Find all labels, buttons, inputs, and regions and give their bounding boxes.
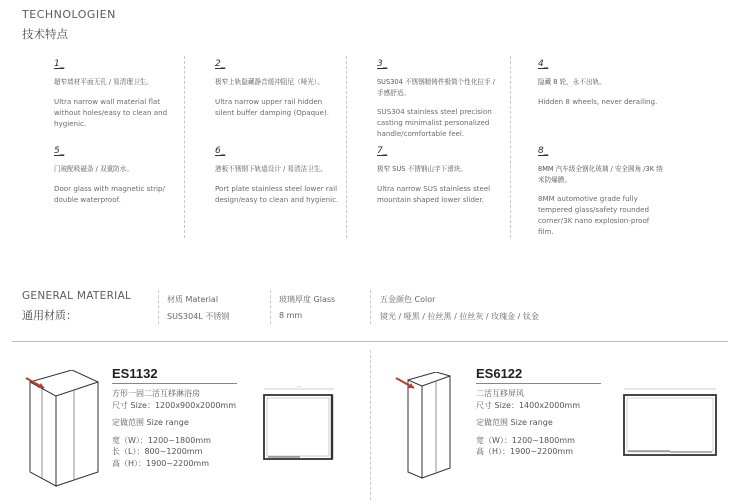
product-name: 方形一固二活互移淋浴房: [112, 389, 200, 398]
feature-text-cn: 极窄 SUS 不锈钢山字下滑块。: [377, 165, 467, 173]
range-length: 长（L）：800~1200mm: [112, 447, 203, 456]
range-height: 高（H）：1900~2200mm: [112, 458, 210, 468]
feature-text-en: Port plate stainless steel lower rail design/easy to clean and hygienic.: [215, 183, 339, 204]
feature-text-cn: 超窄墙材平面无孔 / 易清理卫生。: [54, 78, 153, 86]
glass-value: 8 mm: [279, 311, 303, 320]
feature-text-en: SUS304 stainless steel precision casting minimalist personalized handle/comfortable feel.: [377, 107, 492, 138]
shower-3d-illustration: [20, 370, 102, 488]
material-value: SUS304L 不锈钢: [167, 312, 230, 321]
feature-number: 8_: [538, 146, 549, 156]
product-divider: [370, 350, 371, 500]
screen-plan-diagram: [620, 383, 720, 459]
feature-number: 7_: [377, 146, 388, 156]
glass-column: [279, 294, 335, 320]
color-value: 镜光 / 哑黑 / 拉丝黑 / 拉丝灰 / 玫瑰金 / 钛金: [380, 312, 539, 321]
feature-8: [538, 146, 664, 237]
product-model: ES1132: [112, 366, 158, 381]
product-spec: [112, 388, 236, 469]
material-divider: [270, 290, 271, 324]
feature-text-cn: 隐藏 8 轮，永不出轨。: [538, 78, 606, 86]
feature-6: [215, 146, 341, 205]
size-range-title: 定做范围 Size range: [112, 418, 189, 427]
feature-number: 4_: [538, 59, 549, 69]
material-divider: [158, 290, 159, 324]
feature-2: [215, 59, 341, 118]
product-spec: [476, 388, 580, 458]
screen-3d-illustration: [388, 372, 468, 482]
material-label: 材质 Material: [167, 295, 219, 304]
feature-number: 6_: [215, 146, 226, 156]
feature-text-en: Ultra narrow wall material flat without holes/easy to clean and hygienic.: [54, 96, 168, 128]
feature-number: 3_: [377, 59, 388, 69]
feature-text-en: Ultra narrow upper rail hidden silent buffer damping (Opaque).: [215, 96, 330, 117]
section-divider: [12, 341, 728, 342]
product-size: 尺寸 Size：1200x900x2000mm: [112, 400, 237, 410]
feature-5: [54, 146, 180, 205]
feature-text-en: Door glass with magnetic strip/ double waterproof.: [54, 183, 165, 204]
color-column: [380, 294, 539, 322]
column-divider: [346, 56, 347, 238]
feature-3: [377, 59, 503, 139]
color-label: 五金颜色 Color: [380, 295, 436, 304]
feature-text-cn: 门玻配吸磁条 / 双重防水。: [54, 165, 133, 173]
feature-text-en: Ultra narrow SUS stainless steel mountain shaped lower slider.: [377, 183, 491, 204]
feature-text-cn: SUS304 不锈钢精铸件极简个性化拉手 / 手感舒适。: [377, 78, 495, 97]
feature-4: [538, 59, 664, 107]
feature-text-en: 8MM automotive grade fully tempered glass/safety rounded corner/3K nano explosion-proof film.: [538, 194, 650, 236]
feature-number: 1_: [54, 59, 65, 69]
feature-text-cn: 8MM 汽车级全钢化玻璃 / 安全圆角 /3K 纳米防爆膜。: [538, 165, 663, 184]
section-title-en: TECHNOLOGIEN: [22, 8, 116, 21]
range-height: 高（H）：1900~2200mm: [476, 447, 574, 456]
size-range-title: 定做范围 Size range: [476, 418, 553, 427]
feature-number: 2_: [215, 59, 226, 69]
product-size: 尺寸 Size：1400x2000mm: [476, 400, 581, 410]
range-width: 宽（W）：1200~1800mm: [112, 435, 211, 445]
model-underline: [476, 383, 601, 384]
section-title-cn: 技术特点: [22, 27, 68, 41]
range-width: 宽（W）：1200~1800mm: [476, 435, 575, 445]
glass-label: 玻璃厚度 Glass: [279, 295, 336, 304]
material-column: [167, 294, 229, 322]
feature-text-cn: 极窄上轨隐藏静音缓冲阻尼（哑光）。: [215, 78, 324, 86]
material-divider: [370, 290, 371, 324]
column-divider: [184, 56, 185, 238]
model-underline: [112, 383, 237, 384]
feature-text-en: Hidden 8 wheels, never derailing.: [538, 96, 658, 106]
product-name: 二活互移屏风: [476, 389, 524, 398]
material-title-cn: 通用材质：: [22, 309, 77, 322]
column-divider: [510, 56, 511, 238]
feature-7: [377, 146, 503, 205]
material-title-en: GENERAL MATERIAL: [22, 290, 132, 302]
shower-plan-diagram: [258, 383, 340, 465]
feature-text-cn: 港板不锈钢下轨道设计 / 易清洁卫生。: [215, 165, 327, 173]
product-model: ES6122: [476, 366, 523, 381]
feature-number: 5_: [54, 146, 65, 156]
feature-1: [54, 59, 180, 129]
svg-text:—: —: [297, 383, 301, 389]
